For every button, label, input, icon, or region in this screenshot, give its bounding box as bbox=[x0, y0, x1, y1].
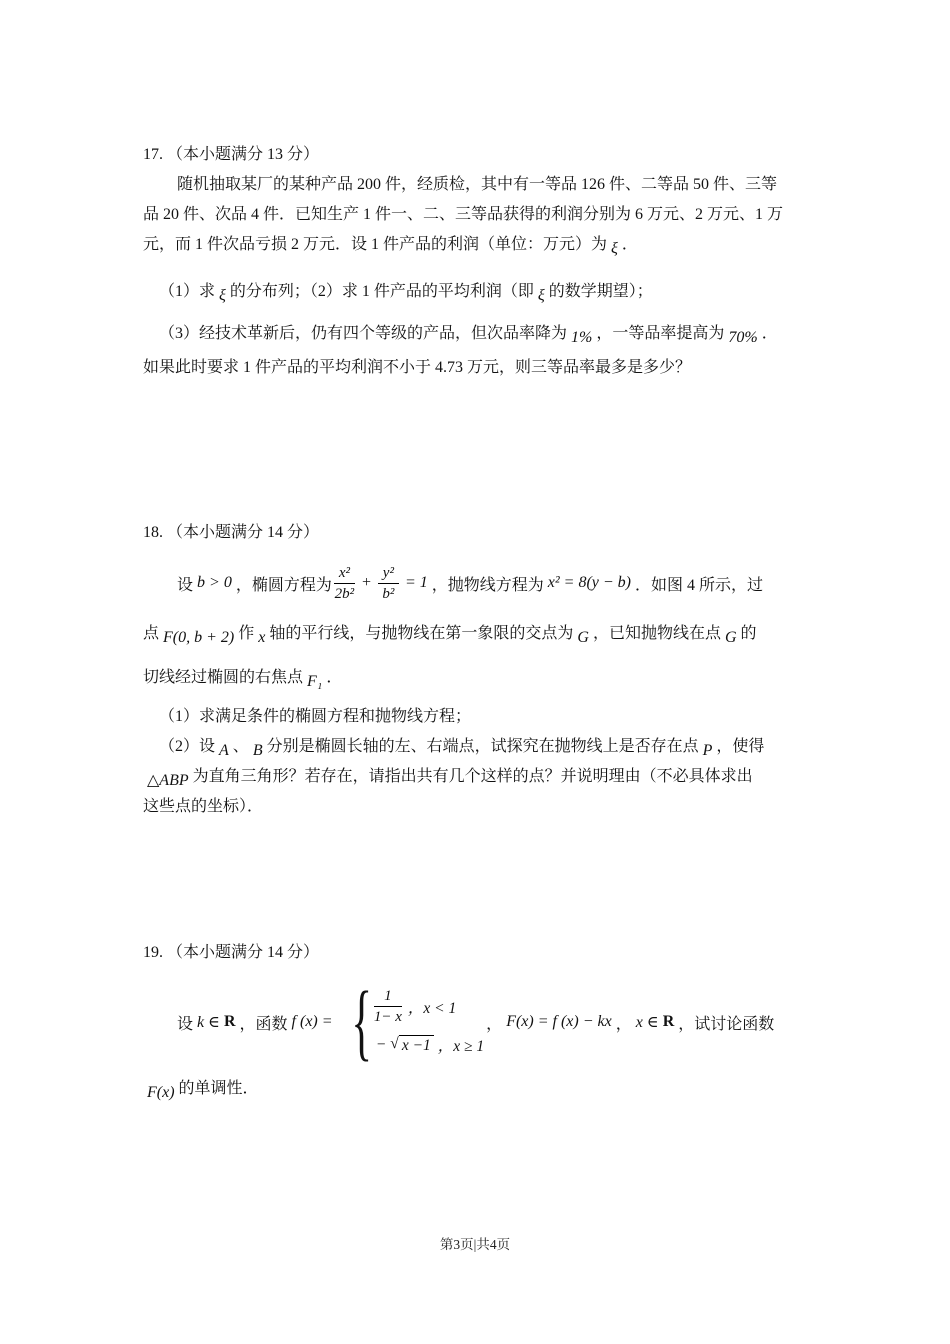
numerator: x² bbox=[334, 564, 355, 584]
math-triangle-ABP: △ABP bbox=[147, 772, 189, 789]
math-A: A bbox=[219, 742, 229, 759]
math-xi: ξ bbox=[219, 287, 226, 304]
math-xi: ξ bbox=[611, 240, 618, 257]
q18-line-1 bbox=[143, 554, 833, 612]
text-segment: 品 20 件、次品 4 件．已知生产 1 件一、二、三等品获得的利润分别为 6 万元、2 万元、1 万 bbox=[143, 206, 784, 223]
piecewise-rows bbox=[372, 987, 484, 1056]
q18-heading: 18. （本小题满分 14 分） bbox=[143, 524, 320, 541]
page-footer: 第3页|共4页 bbox=[439, 1237, 511, 1252]
text-segment: 为直角三角形？若存在，请指出共有几个这样的点？并说明理由（不必具体求出 bbox=[192, 768, 753, 785]
text-segment: ， bbox=[486, 1015, 503, 1033]
math-k-in: k ∈ bbox=[197, 1014, 220, 1031]
square-root bbox=[390, 1035, 433, 1057]
math-f-of-x: f (x) = bbox=[291, 1013, 333, 1030]
condition-x-lt-1: ，x < 1 bbox=[407, 999, 457, 1017]
plus-sign: + bbox=[360, 574, 372, 591]
equals-one: = 1 bbox=[404, 574, 428, 591]
fraction-1-over-1-minus-x bbox=[374, 987, 402, 1026]
q18-line-3 bbox=[143, 658, 833, 698]
math-F1: F₁ bbox=[307, 673, 323, 690]
math-F-of-x: F(x) bbox=[147, 1084, 175, 1101]
text-segment: （1）求满足条件的椭圆方程和抛物线方程； bbox=[159, 708, 472, 725]
math-percent-70: 70% bbox=[728, 329, 758, 346]
text-segment: （3）经技术革新后，仍有四个等级的产品，但次品率降为 bbox=[159, 325, 568, 342]
math-percent-1: 1% bbox=[571, 329, 593, 346]
denominator: 1− x bbox=[373, 1009, 402, 1026]
piecewise-row-1 bbox=[372, 987, 484, 1026]
text-segment: 分别是椭圆长轴的左、右端点，试探究在抛物线上是否存在点 bbox=[266, 738, 699, 755]
text-segment: ． bbox=[621, 236, 638, 253]
text-segment: （1）求 bbox=[159, 283, 216, 300]
text-segment: 的单调性． bbox=[178, 1080, 259, 1097]
text-segment: 元，而 1 件次品亏损 2 万元．设 1 件产品的利润（单位：万元）为 bbox=[143, 236, 608, 253]
text-segment: ，函数 bbox=[239, 1015, 288, 1033]
math-G: G bbox=[724, 629, 737, 646]
text-segment: ，抛物线方程为 bbox=[431, 576, 544, 594]
math-x-axis: x bbox=[258, 629, 266, 646]
q19-heading: 19. （本小题满分 14 分） bbox=[143, 944, 320, 961]
text-segment: 轴的平行线，与抛物线在第一象限的交点为 bbox=[269, 625, 574, 642]
q17-heading: 17. （本小题满分 13 分） bbox=[143, 146, 320, 163]
text-segment: ．如图 4 所示，过 bbox=[635, 576, 764, 594]
text-segment: ，试讨论函数 bbox=[678, 1015, 775, 1033]
q17-paragraph-line-1 bbox=[143, 170, 833, 200]
fraction-y2-b2 bbox=[378, 564, 399, 603]
text-segment: 设 bbox=[177, 1015, 194, 1033]
text-segment: 切线经过椭圆的右焦点 bbox=[143, 669, 304, 686]
fraction-x2-2b2 bbox=[334, 564, 355, 603]
q18-subquestion-1 bbox=[143, 702, 833, 732]
left-brace-icon: { bbox=[350, 973, 372, 1070]
text-segment: 如果此时要求 1 件产品的平均利润不小于 4.73 万元，则三等品率最多是多少？ bbox=[143, 359, 692, 376]
denominator: 2b² bbox=[334, 585, 355, 602]
math-parabola-equation: x² = 8(y − b) bbox=[547, 574, 631, 591]
text-segment: 、 bbox=[232, 738, 249, 755]
piecewise-function bbox=[339, 973, 485, 1070]
text-segment: 这些点的坐标）． bbox=[143, 798, 264, 815]
q18-subquestion-2-line-2 bbox=[143, 762, 833, 792]
minus-sign: − bbox=[375, 1036, 387, 1054]
q17-paragraph-line-3 bbox=[143, 230, 833, 260]
question-17 bbox=[143, 140, 833, 384]
text-segment: （2）设 bbox=[159, 738, 216, 755]
text-segment: 的数学期望）； bbox=[548, 283, 653, 300]
radical-sign-icon: √ bbox=[390, 1034, 399, 1052]
piecewise-row-2 bbox=[372, 1034, 484, 1056]
radicand: x −1 bbox=[399, 1035, 434, 1057]
q18-subquestion-2-line-1 bbox=[143, 732, 833, 762]
numerator: 1 bbox=[374, 987, 402, 1007]
question-18 bbox=[143, 518, 833, 822]
math-point-F: F(0, b + 2) bbox=[163, 629, 235, 646]
text-segment: 设 bbox=[177, 576, 194, 594]
math-set-R: R bbox=[223, 1013, 236, 1030]
denominator: b² bbox=[382, 585, 395, 602]
math-P: P bbox=[702, 742, 713, 759]
numerator: y² bbox=[378, 564, 399, 584]
text-segment: ，已知抛物线在点 bbox=[592, 625, 721, 642]
text-segment: 作 bbox=[238, 625, 255, 642]
math-F-equals: F(x) = f (x) − kx bbox=[506, 1013, 612, 1030]
text-segment: 随机抽取某厂的某种产品 200 件，经质检，其中有一等品 126 件、二等品 50 件、三等 bbox=[177, 176, 778, 193]
q18-subquestion-2-line-3 bbox=[143, 792, 833, 822]
math-xi: ξ bbox=[537, 287, 545, 304]
q17-paragraph-line-2 bbox=[143, 200, 833, 230]
q17-subquestion-3-line-2 bbox=[143, 352, 833, 384]
math-B: B bbox=[252, 742, 263, 759]
q19-line-2 bbox=[143, 1072, 833, 1106]
math-b-gt-0: b > 0 bbox=[197, 574, 232, 591]
condition-x-ge-1: ，x ≥ 1 bbox=[437, 1038, 485, 1056]
text-segment: 的分布列；（2）求 1 件产品的平均利润（即 bbox=[229, 283, 534, 300]
text-segment: ，使得 bbox=[716, 738, 765, 755]
math-x-in: x ∈ bbox=[635, 1014, 659, 1031]
text-segment: ． bbox=[326, 669, 343, 686]
text-segment: 点 bbox=[143, 625, 160, 642]
text-segment: ，椭圆方程为 bbox=[235, 576, 332, 594]
q19-line-1 bbox=[143, 973, 833, 1070]
q18-line-2 bbox=[143, 616, 833, 652]
q17-subquestion-3-line-1 bbox=[143, 316, 833, 352]
question-19 bbox=[143, 938, 833, 1106]
text-segment: ，一等品率提高为 bbox=[596, 325, 725, 342]
math-G: G bbox=[577, 629, 589, 646]
text-segment: ． bbox=[761, 325, 778, 342]
text-segment: ， bbox=[615, 1015, 632, 1033]
math-set-R: R bbox=[662, 1013, 675, 1030]
q17-subquestion-1-2 bbox=[143, 274, 833, 310]
text-segment: 的 bbox=[740, 625, 757, 642]
